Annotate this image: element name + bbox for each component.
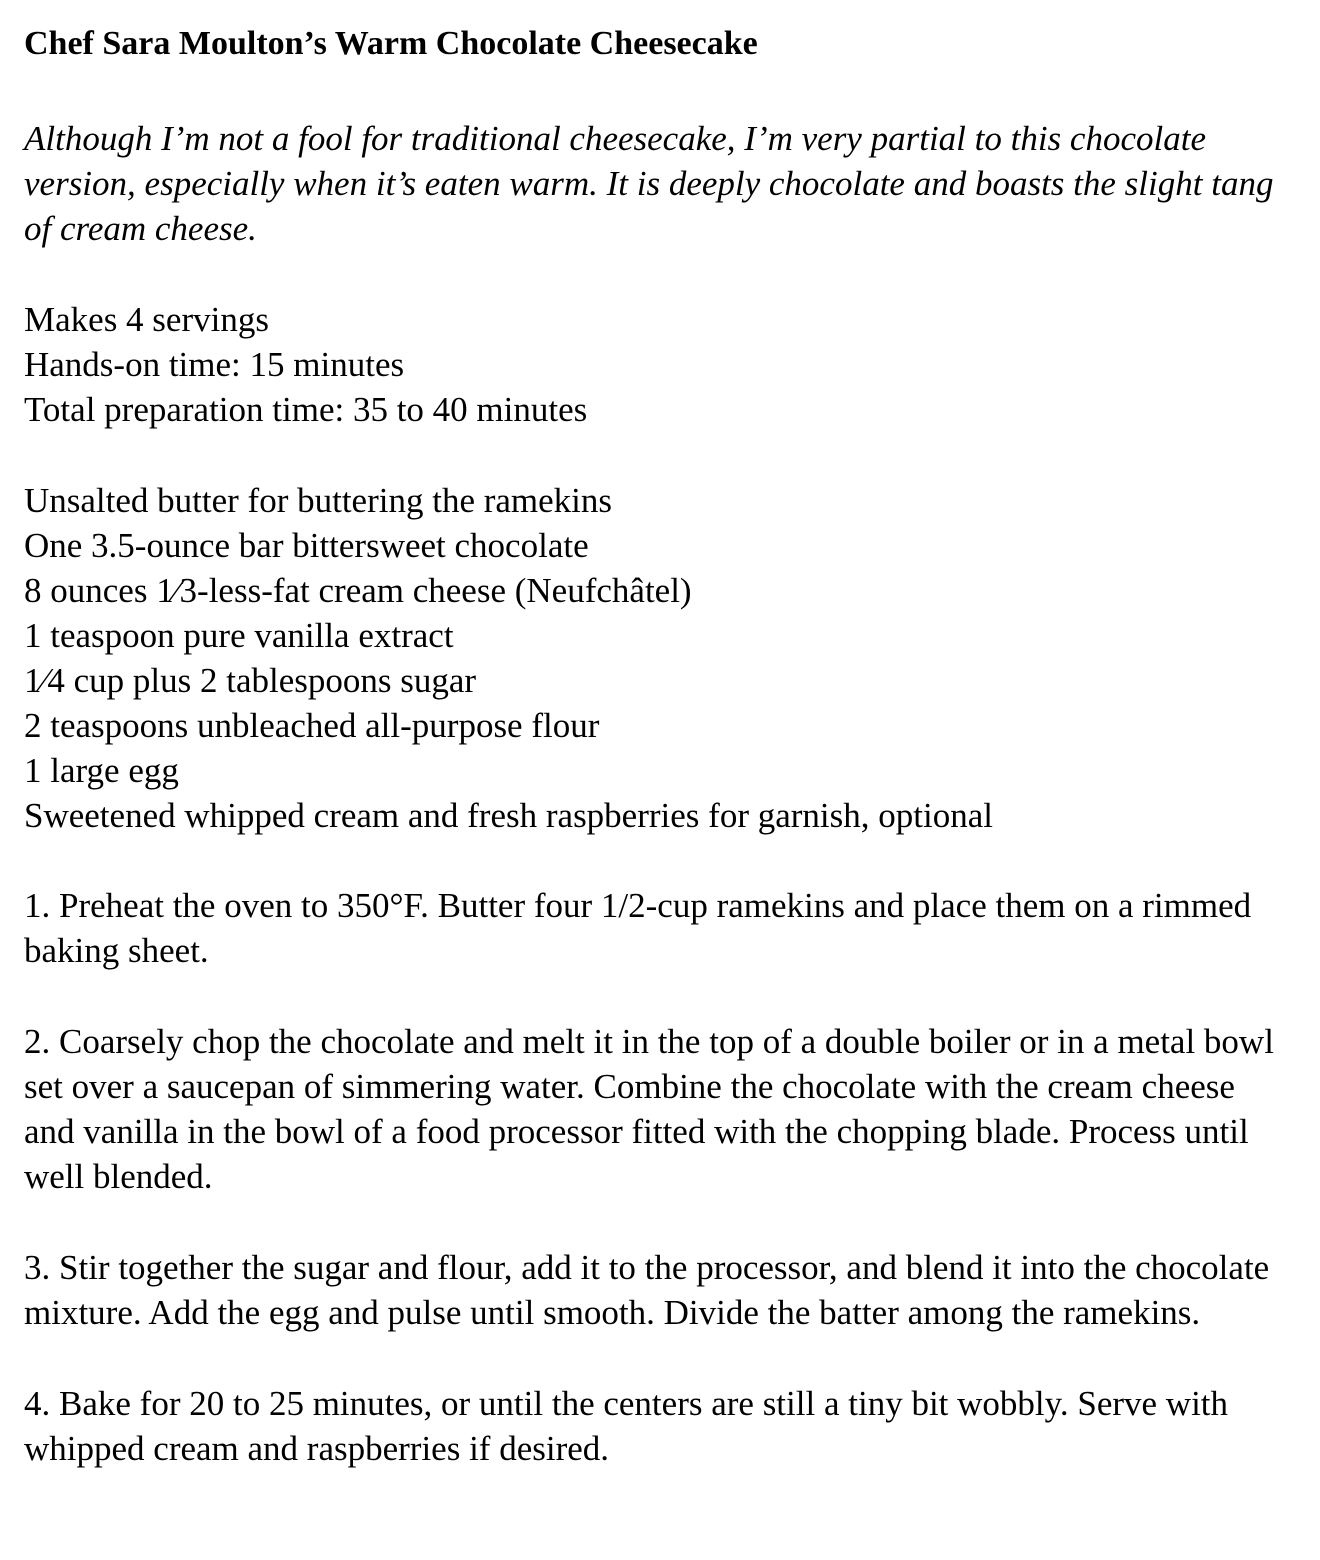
step-2: 2. Coarsely chop the chocolate and melt it in the top of a double boiler or in a metal bowl set over a saucepan of simmering water. Combine the chocolate with the cream cheese and vanilla in the bowl of a food processor fitted with the chopping blade. Process until well blended. [24,1022,1274,1196]
total-time: Total preparation time: 35 to 40 minutes [24,390,588,429]
servings: Makes 4 servings [24,300,269,339]
step-3: 3. Stir together the sugar and flour, add it to the processor, and blend it into the chocolate mixture. Add the egg and pulse until smooth. Divide the batter among the ramekins. [24,1248,1270,1332]
ingredient-item: 8 ounces 1⁄3-less-fat cream cheese (Neufchâtel) [24,571,692,610]
hands-on-time: Hands-on time: 15 minutes [24,345,405,384]
recipe-document [24,24,1292,1471]
step-1: 1. Preheat the oven to 350°F. Butter four 1/2-cup ramekins and place them on a rimmed baking sheet. [24,886,1252,970]
recipe-meta [24,297,1292,432]
recipe-intro: Although I’m not a fool for traditional cheesecake, I’m very partial to this chocolate version, especially when it’s eaten warm. It is deeply chocolate and boasts the slight tang of cream cheese. [24,119,1274,248]
recipe-title: Chef Sara Moulton’s Warm Chocolate Cheesecake [24,25,758,62]
ingredient-item: Sweetened whipped cream and fresh raspberries for garnish, optional [24,796,993,835]
ingredient-item: 1 large egg [24,751,179,790]
ingredient-list [24,478,1292,838]
ingredient-item: 1 teaspoon pure vanilla extract [24,616,454,655]
ingredient-item: One 3.5-ounce bar bittersweet chocolate [24,526,589,565]
step-4: 4. Bake for 20 to 25 minutes, or until the centers are still a tiny bit wobbly. Serve with whipped cream and raspberries if desired. [24,1384,1229,1468]
ingredient-item: 2 teaspoons unbleached all-purpose flour [24,706,600,745]
ingredient-item: Unsalted butter for buttering the ramekins [24,481,613,520]
ingredient-item: 1⁄4 cup plus 2 tablespoons sugar [24,661,477,700]
